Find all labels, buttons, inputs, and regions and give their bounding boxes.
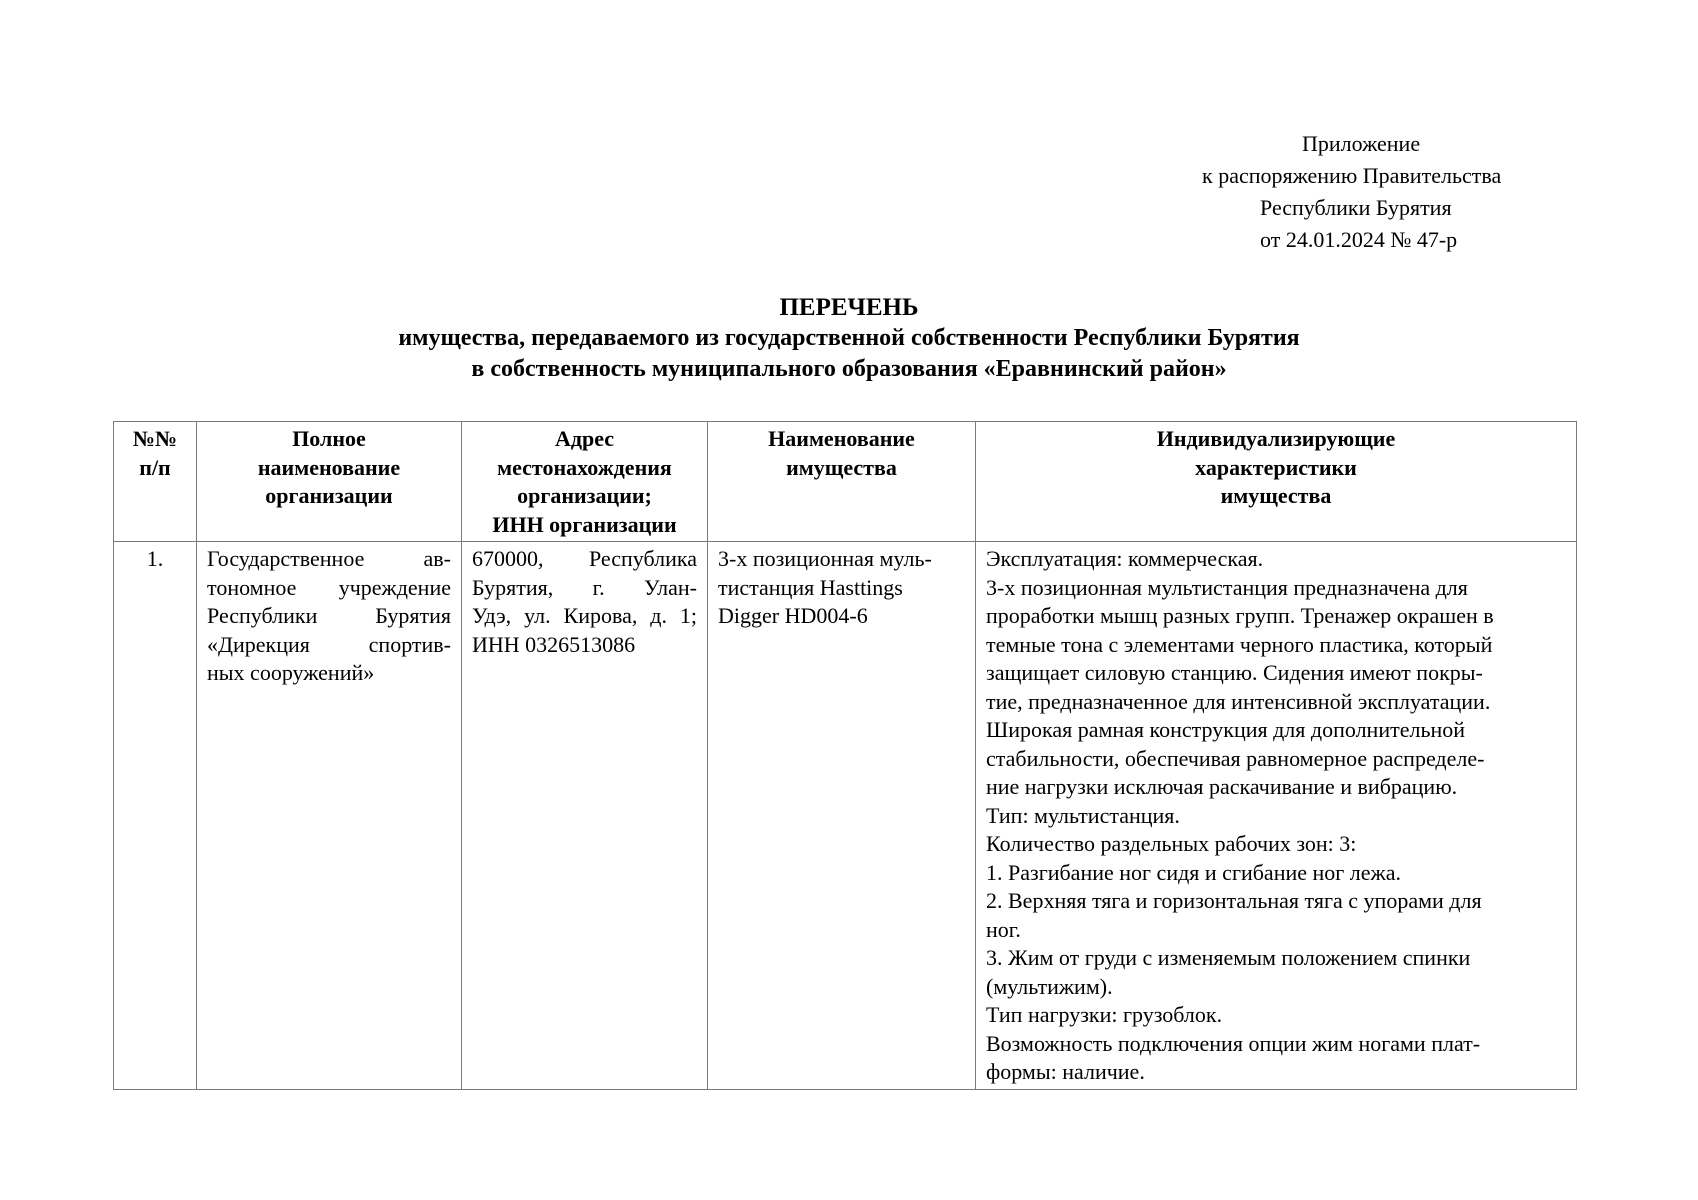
header-property-name: Наименование имущества bbox=[708, 422, 976, 542]
row-address: 670000, Республика Бурятия, г. Улан- Удэ, ул. Кирова, д. 1; ИНН 0326513086 bbox=[462, 542, 708, 1090]
header-number: №№ п/п bbox=[114, 422, 197, 542]
appendix-label: Приложение bbox=[1302, 131, 1421, 156]
row-number: 1. bbox=[114, 542, 197, 1090]
appendix-block bbox=[1190, 128, 1502, 256]
appendix-order-ref: к распоряжению Правительства bbox=[1202, 163, 1502, 188]
table-row bbox=[114, 542, 1577, 1090]
appendix-date-number: от 24.01.2024 № 47-р bbox=[1260, 227, 1458, 252]
appendix-government: Республики Бурятия bbox=[1260, 195, 1452, 220]
row-property-name: 3-х позиционная муль- тистанция Hasttings Digger HD004-6 bbox=[708, 542, 976, 1090]
title-line-3: в собственность муниципального образования «Еравнинский район» bbox=[471, 356, 1227, 382]
property-table bbox=[113, 421, 1577, 1090]
title-line-2: имущества, передаваемого из государственной собственности Республики Бурятия bbox=[398, 325, 1300, 351]
title-main: ПЕРЕЧЕНЬ bbox=[779, 294, 919, 321]
header-address: Адрес местонахождения организации; ИНН организации bbox=[462, 422, 708, 542]
header-organization: Полное наименование организации bbox=[197, 422, 462, 542]
header-characteristics: Индивидуализирующие характеристики имущества bbox=[976, 422, 1577, 542]
row-characteristics: Эксплуатация: коммерческая. 3-х позиционная мультистанция предназначена для проработки мышц разных групп. Тренажер окрашен в темные тона с элементами черного пластика, который защищает силовую станцию. Сидения имеют покры- тие, предназначенное для интенсивной эксплуатации. Широкая рамная конструкция для дополнительной стабильности, обеспечивая равномерное распределе- ние нагрузки исключая раскачивание и вибрацию. Тип: мультистанция. Количество раздельных рабочих зон: 3: 1. Разгибание ног сидя и сгибание ног лежа. 2. Верхняя тяга и горизонтальная тяга с упорами для ног. 3. Жим от груди с изменяемым положением спинки (мультижим). Тип нагрузки: грузоблок. Возможность подключения опции жим ногами плат- формы: наличие. bbox=[976, 542, 1577, 1090]
document-title bbox=[0, 292, 1698, 385]
table-header-row bbox=[114, 422, 1577, 542]
row-organization: Государственное ав- тономное учреждение Республики Бурятия «Дирекция спортив- ных сооружений» bbox=[197, 542, 462, 1090]
